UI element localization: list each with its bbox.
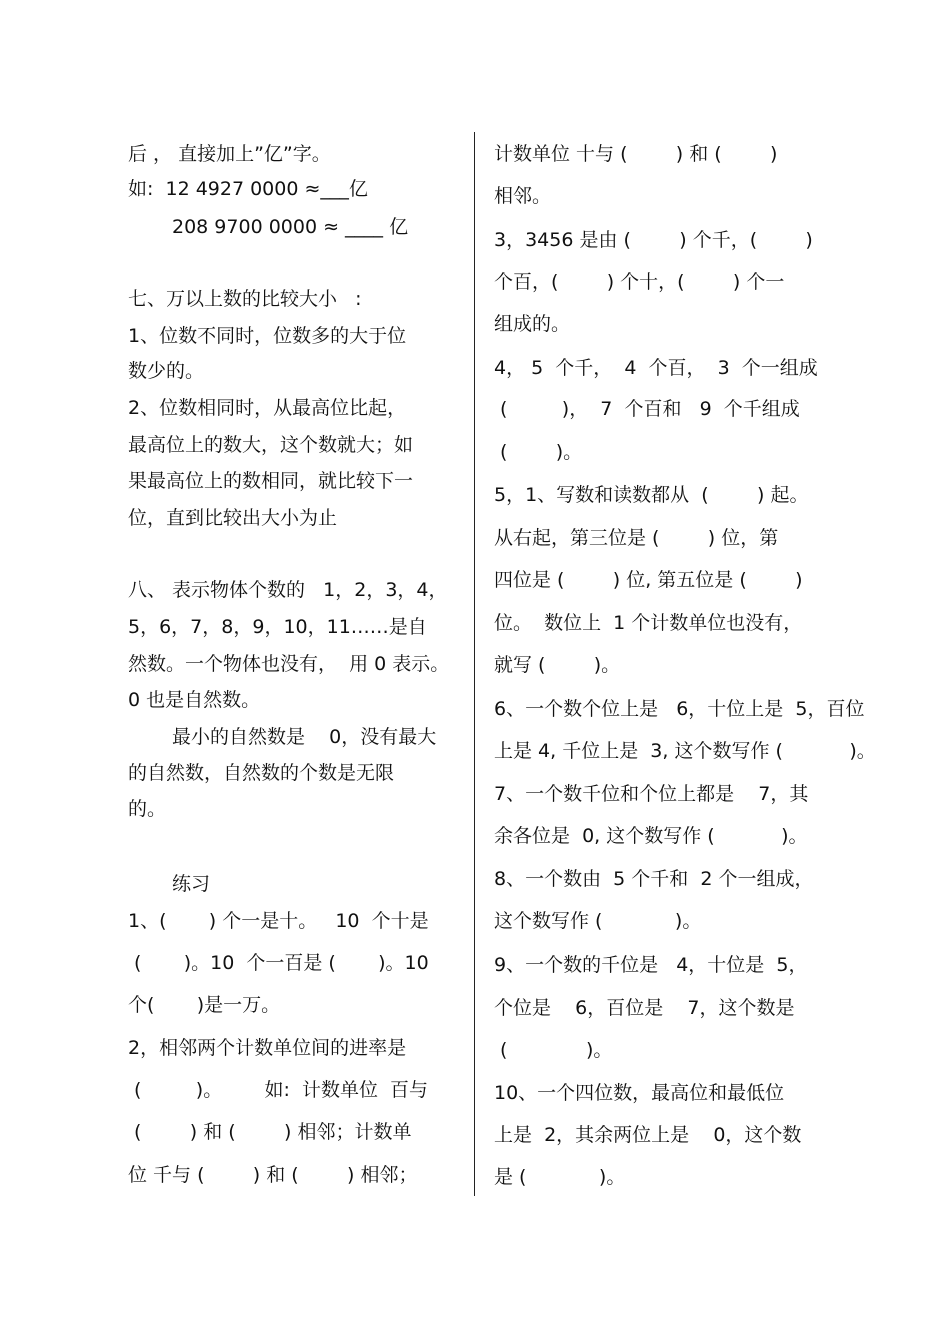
right-line-2: 相邻。 [494,185,552,207]
left-line-19: 1、( ) 个一是十。 10 个十是 [128,910,429,932]
column-divider [474,132,475,1196]
left-line-15: 最小的自然数是 0，没有最大 [172,726,437,748]
left-line-13: 然数。一个物体也没有， 用 0 表示。 [128,653,450,675]
practice-heading: 练习 [172,873,211,895]
right-line-25: 是 ( )。 [494,1166,626,1188]
right-line-15: 上是 4, 千位上是 3, 这个数写作 ( )。 [494,740,876,762]
right-line-4: 个百，( ) 个十，( ) 个一 [494,271,785,293]
right-line-20: 9、一个数的千位是 4，十位是 5， [494,954,808,976]
right-line-13: 就写 ( )。 [494,654,621,676]
right-line-1: 计数单位 十与 ( ) 和 ( ) [494,143,778,165]
right-line-12: 位。 数位上 1 个计数单位也没有， [494,612,803,634]
right-line-17: 余各位是 0, 这个数写作 ( )。 [494,825,808,847]
right-line-23: 10、一个四位数，最高位和最低位 [494,1082,785,1104]
right-line-19: 这个数写作 ( )。 [494,910,702,932]
right-line-9: 5，1、写数和读数都从 ( ) 起。 [494,484,809,506]
left-line-2: 如: 12 4927 0000 ≈___亿 [128,178,368,200]
left-line-4: 七、万以上数的比较大小 : [128,288,362,310]
left-line-22: 2，相邻两个计数单位间的进率是 [128,1037,407,1059]
left-line-3: 208 9700 0000 ≈ ____ 亿 [172,216,409,238]
left-line-8: 最高位上的数大，这个数就大；如 [128,434,414,456]
right-line-14: 6、一个数个位上是 6，十位上是 5，百位 [494,698,865,720]
right-line-5: 组成的。 [494,313,571,335]
left-line-20: ( )。10 个一百是 ( )。10 [128,952,429,974]
left-line-17: 的。 [128,798,167,820]
left-line-14: 0 也是自然数。 [128,689,261,711]
right-line-18: 8、一个数由 5 个千和 2 个一组成， [494,868,814,890]
right-line-7: ( )， 7 个百和 9 个千组成 [494,398,800,420]
right-line-3: 3，3456 是由 ( ) 个千，( ) [494,229,813,251]
left-line-16: 的自然数，自然数的个数是无限 [128,762,395,784]
left-line-21: 个( )是一万。 [128,994,281,1016]
left-line-23: ( )。 如: 计数单位 百与 [128,1079,429,1101]
right-line-21: 个位是 6，百位是 7，这个数是 [494,997,795,1019]
left-line-7: 2、位数相同时，从最高位比起， [128,397,407,419]
right-line-16: 7、一个数千位和个位上都是 7，其 [494,783,809,805]
right-line-6: 4， 5 个千， 4 个百， 3 个一组成 [494,357,818,379]
left-line-25: 位 千与 ( ) 和 ( ) 相邻； [128,1164,418,1186]
right-line-10: 从右起，第三位是 ( ) 位，第 [494,527,779,549]
right-line-22: ( )。 [494,1039,613,1061]
left-line-10: 位，直到比较出大小为止 [128,507,338,529]
left-line-12: 5，6，7，8，9，10，11……是自 [128,616,427,638]
left-line-5: 1、位数不同时，位数多的大于位 [128,325,407,347]
left-line-6: 数少的。 [128,360,205,382]
left-line-24: ( ) 和 ( ) 相邻；计数单 [128,1121,412,1143]
right-line-24: 上是 2，其余两位上是 0，这个数 [494,1124,802,1146]
right-line-11: 四位是 ( ) 位, 第五位是 ( ) [494,569,803,591]
right-line-8: ( )。 [494,441,583,463]
left-line-1: 后 ， 直接加上”亿”字。 [128,143,331,165]
left-line-11: 八、 表示物体个数的 1，2，3，4， [128,579,448,601]
left-line-9: 果最高位上的数相同，就比较下一 [128,470,414,492]
